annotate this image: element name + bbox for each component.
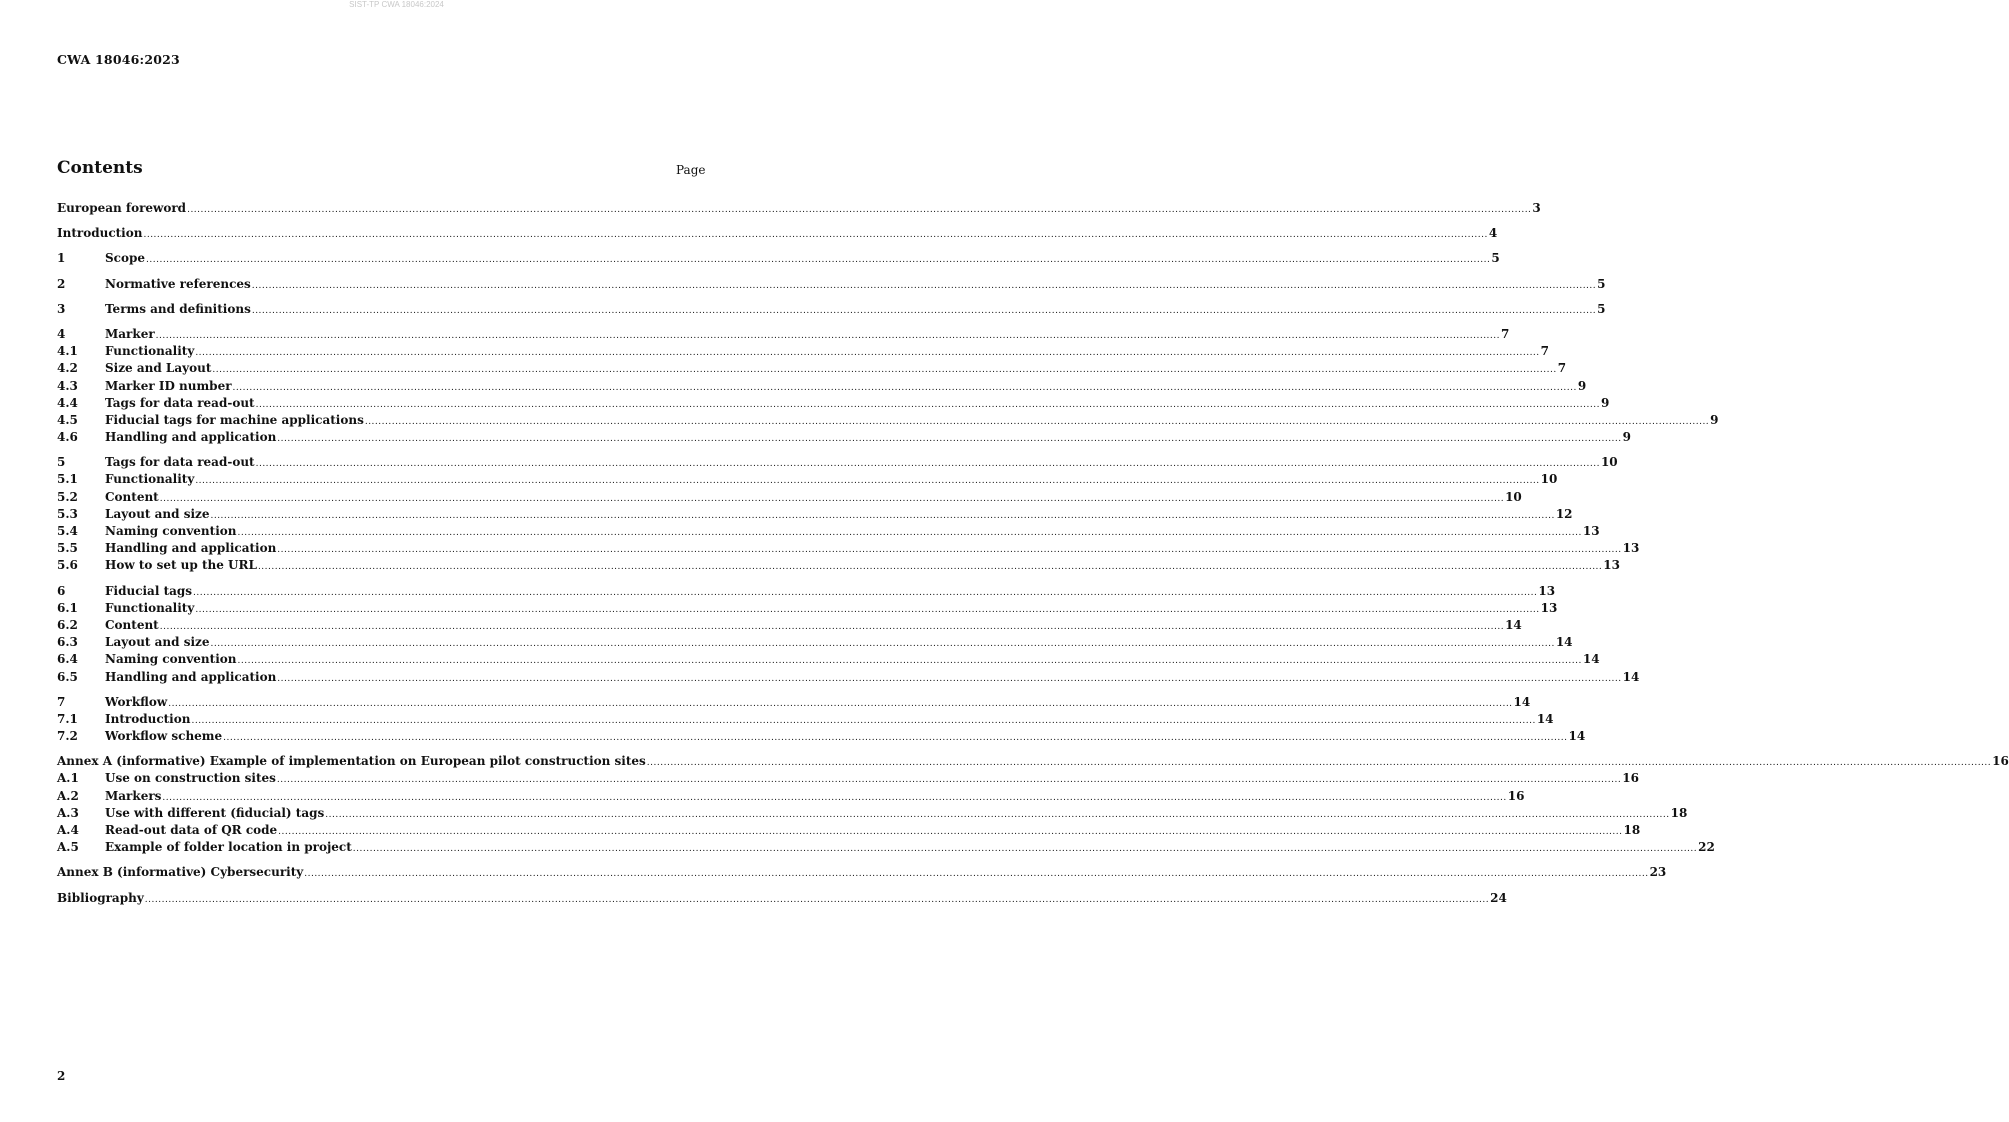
toc-entry[interactable] (57, 890, 1507, 907)
toc-leader-dots: ................................................................................................................................................................................................................................................................................................................................................................................................................ (364, 416, 1710, 427)
toc-entry-page: 9 (1577, 378, 1587, 393)
toc-entry-title: European foreword (57, 201, 187, 215)
toc-entry[interactable] (57, 412, 1719, 429)
toc-entry-page: 5 (1597, 276, 1606, 291)
toc-entry-number: 6.1 (57, 600, 78, 615)
toc-leader-dots: ................................................................................................................................................................................................................................................................................................................................................................................................................ (155, 330, 1500, 341)
toc-entry-title: Annex B (informative) Cybersecurity (57, 865, 304, 880)
toc-entry-number: 2 (57, 276, 66, 291)
toc-entry-number: 1 (57, 251, 66, 266)
toc-leader-dots: ................................................................................................................................................................................................................................................................................................................................................................................................................ (276, 775, 1622, 786)
toc-entry-page: 22 (1698, 840, 1715, 855)
toc-entry-title: Use with different (fiducial) tags (105, 805, 325, 820)
toc-entry-title: Functionality (105, 344, 195, 359)
toc-entry-number: 5.5 (57, 541, 78, 556)
toc-entry[interactable] (57, 489, 1522, 506)
toc-entry-page: 5 (1597, 301, 1606, 316)
toc-entry[interactable] (57, 471, 1558, 488)
toc-leader-dots: ................................................................................................................................................................................................................................................................................................................................................................................................................ (159, 621, 1505, 632)
toc-leader-dots: ................................................................................................................................................................................................................................................................................................................................................................................................................ (255, 459, 1600, 470)
toc-leader-dots: ................................................................................................................................................................................................................................................................................................................................................................................................................ (195, 348, 1540, 359)
toc-entry-page: 13 (1538, 583, 1556, 598)
toc-leader-dots: ................................................................................................................................................................................................................................................................................................................................................................................................................ (278, 827, 1623, 837)
toc-entry-number: 6.5 (57, 669, 78, 684)
toc-entry-page: 13 (1582, 524, 1600, 538)
toc-entry[interactable] (57, 694, 1531, 711)
toc-leader-dots: ................................................................................................................................................................................................................................................................................................................................................................................................................ (168, 698, 1513, 709)
toc-entry-number: 6.4 (57, 652, 78, 667)
toc-entry-page: 16 (1992, 754, 2009, 769)
toc-entry-page: 12 (1555, 506, 1573, 521)
toc-entry-title: How to set up the URL (105, 558, 257, 573)
toc-entry-number: 6 (57, 583, 66, 598)
toc-entry-title: Tags for data read-out (105, 395, 255, 410)
toc-entry-number: 4.1 (57, 344, 78, 359)
toc-entry-title: Normative references (105, 276, 251, 291)
toc-entry[interactable] (57, 600, 1558, 617)
toc-entry[interactable] (57, 557, 1620, 574)
toc-entry-title: Read-out data of QR code (105, 823, 278, 837)
toc-entry-page: 16 (1622, 771, 1639, 786)
toc-entry[interactable] (57, 651, 1600, 668)
toc-entry-page: 14 (1513, 694, 1531, 709)
toc-leader-dots: ................................................................................................................................................................................................................................................................................................................................................................................................................ (277, 673, 1622, 684)
toc-entry-title: Layout and size (105, 506, 210, 521)
toc-leader-dots: ................................................................................................................................................................................................................................................................................................................................................................................................................ (193, 587, 1538, 598)
toc-leader-dots: ................................................................................................................................................................................................................................................................................................................................................................................................................ (325, 809, 1670, 820)
document-id: CWA 18046:2023 (57, 52, 180, 67)
toc-entry[interactable] (57, 583, 1556, 600)
toc-entry-title: Workflow (105, 694, 168, 709)
toc-entry[interactable] (57, 395, 1610, 412)
toc-entry-page: 9 (1600, 395, 1610, 410)
toc-entry[interactable] (57, 540, 1640, 557)
toc-entry-number: 4.3 (57, 378, 78, 393)
toc-leader-dots: ................................................................................................................................................................................................................................................................................................................................................................................................................ (277, 545, 1622, 556)
toc-entry-page: 14 (1555, 635, 1573, 650)
toc-entry-page: 7 (1501, 326, 1510, 341)
toc-entry-page: 13 (1622, 541, 1640, 556)
toc-entry-number: 5.4 (57, 524, 78, 538)
toc-entry-page: 14 (1505, 617, 1522, 632)
toc-entry-page: 9 (1622, 430, 1631, 445)
toc-leader-dots: ................................................................................................................................................................................................................................................................................................................................................................................................................ (210, 639, 1555, 650)
toc-entry[interactable] (57, 864, 1667, 881)
toc-entry-number: 5.1 (57, 472, 78, 487)
toc-leader-dots: ................................................................................................................................................................................................................................................................................................................................................................................................................ (232, 382, 1577, 393)
toc-entry-number: 5 (57, 455, 66, 470)
toc-entry-page: 13 (1603, 558, 1620, 573)
toc-entry[interactable] (57, 343, 1550, 360)
toc-entry[interactable] (57, 770, 1639, 787)
toc-leader-dots: ................................................................................................................................................................................................................................................................................................................................................................................................................ (251, 280, 1597, 291)
toc-entry-page: 16 (1507, 788, 1525, 803)
toc-entry-number: 4.5 (57, 412, 78, 427)
toc-entry-title: Marker ID number (105, 378, 232, 393)
toc-entry-title: Scope (105, 251, 146, 266)
toc-entry-title: Functionality (105, 600, 195, 615)
toc-entry[interactable] (57, 225, 1498, 242)
toc-entry[interactable] (57, 276, 1606, 293)
toc-leader-dots: ................................................................................................................................................................................................................................................................................................................................................................................................................ (191, 715, 1536, 726)
toc-entry-page: 14 (1622, 669, 1640, 684)
toc-entry-title: Handling and application (105, 669, 277, 684)
toc-entry-title: Introduction (105, 711, 191, 726)
toc-entry[interactable] (57, 360, 1567, 377)
toc-entry-number: A.3 (57, 805, 79, 820)
toc-entry-number: 4 (57, 326, 66, 341)
toc-entry[interactable] (57, 378, 1587, 395)
toc-entry[interactable] (57, 728, 1586, 745)
toc-entry-page: 18 (1623, 823, 1641, 837)
toc-entry-page: 14 (1536, 711, 1554, 726)
toc-entry-number: A.1 (57, 771, 79, 786)
toc-entry-title: Markers (105, 788, 162, 803)
toc-entry-title: Example of folder location in project (105, 840, 352, 855)
toc-leader-dots: ................................................................................................................................................................................................................................................................................................................................................................................................................ (146, 255, 1491, 266)
toc-leader-dots: ................................................................................................................................................................................................................................................................................................................................................................................................................ (646, 758, 1992, 769)
toc-entry-number: A.4 (57, 823, 79, 837)
toc-entry[interactable] (57, 326, 1510, 343)
toc-leader-dots: ................................................................................................................................................................................................................................................................................................................................................................................................................ (223, 733, 1568, 744)
toc-leader-dots: ................................................................................................................................................................................................................................................................................................................................................................................................................ (352, 844, 1698, 855)
toc-entry-page: 3 (1532, 201, 1541, 215)
toc-entry[interactable] (57, 788, 1525, 805)
toc-leader-dots: ................................................................................................................................................................................................................................................................................................................................................................................................................ (212, 365, 1557, 376)
toc-entry[interactable] (57, 506, 1573, 523)
toc-entry-title: Marker (105, 326, 155, 341)
toc-entry[interactable] (57, 200, 1541, 217)
toc-entry-number: 3 (57, 301, 66, 316)
toc-entry-number: 6.3 (57, 635, 78, 650)
toc-entry-title: Tags for data read-out (105, 455, 255, 470)
toc-entry-number: 7.1 (57, 711, 78, 726)
toc-entry-title: Handling and application (105, 430, 277, 445)
toc-entry-title: Workflow scheme (105, 729, 223, 744)
toc-entry-page: 14 (1568, 729, 1586, 744)
toc-leader-dots: ................................................................................................................................................................................................................................................................................................................................................................................................................ (237, 528, 1582, 538)
toc-entry-number: 6.2 (57, 617, 78, 632)
toc-entry-page: 7 (1557, 361, 1567, 376)
toc-entry-page: 9 (1710, 412, 1719, 427)
toc-entry-title: Fiducial tags for machine applications (105, 412, 364, 427)
toc-entry[interactable] (57, 669, 1640, 686)
toc-entry-title: Functionality (105, 472, 195, 487)
toc-entry-page: 5 (1491, 251, 1500, 266)
toc-entry-page: 18 (1670, 805, 1688, 820)
toc-entry-page: 14 (1582, 652, 1600, 667)
toc-entry-page: 7 (1540, 344, 1550, 359)
toc-entry[interactable] (57, 839, 1715, 856)
toc-entry-title: Terms and definitions (105, 301, 251, 316)
toc-entry[interactable] (57, 822, 1641, 839)
toc-entry-title: Naming convention (105, 652, 237, 667)
toc-entry-number: 5.6 (57, 558, 78, 573)
toc-entry-number: 5.3 (57, 506, 78, 521)
toc-entry[interactable] (57, 523, 1600, 540)
toc-entry[interactable] (57, 301, 1606, 318)
toc-entry-number: 7.2 (57, 729, 78, 744)
toc-leader-dots: ................................................................................................................................................................................................................................................................................................................................................................................................................ (251, 305, 1597, 316)
toc-entry-page: 10 (1505, 489, 1522, 504)
toc-entry-page: 10 (1540, 472, 1558, 487)
toc-entry-title: Introduction (57, 226, 143, 241)
contents-title: Contents (57, 158, 143, 178)
toc-entry[interactable] (57, 805, 1688, 822)
toc-leader-dots: ................................................................................................................................................................................................................................................................................................................................................................................................................ (257, 562, 1603, 573)
toc-leader-dots: ................................................................................................................................................................................................................................................................................................................................................................................................................ (237, 656, 1582, 667)
toc-entry-number: A.2 (57, 788, 79, 803)
toc-entry-title: Handling and application (105, 541, 277, 556)
toc-leader-dots: ................................................................................................................................................................................................................................................................................................................................................................................................................ (195, 476, 1540, 487)
toc-entry-page: 23 (1649, 865, 1667, 880)
toc-entry-page: 13 (1540, 600, 1558, 615)
toc-entry-title: Content (105, 489, 159, 504)
toc-entry-title: Layout and size (105, 635, 210, 650)
toc-leader-dots: ................................................................................................................................................................................................................................................................................................................................................................................................................ (195, 604, 1540, 615)
toc-entry-page: 4 (1488, 226, 1498, 241)
toc-entry-page: 10 (1600, 455, 1618, 470)
table-of-contents (57, 200, 2009, 907)
toc-entry-title: Naming convention (105, 524, 237, 538)
toc-entry-title: Size and Layout (105, 361, 212, 376)
toc-entry-title: Annex A (informative) Example of implementation on European pilot construction sites (57, 754, 646, 769)
toc-entry-title: Bibliography (57, 890, 144, 905)
toc-leader-dots: ................................................................................................................................................................................................................................................................................................................................................................................................................ (210, 510, 1555, 521)
toc-entry[interactable] (57, 429, 1631, 446)
toc-entry-number: 5.2 (57, 489, 78, 504)
toc-entry[interactable] (57, 753, 2009, 770)
toc-leader-dots: ................................................................................................................................................................................................................................................................................................................................................................................................................ (277, 434, 1622, 445)
toc-leader-dots: ................................................................................................................................................................................................................................................................................................................................................................................................................ (144, 894, 1490, 905)
toc-leader-dots: ................................................................................................................................................................................................................................................................................................................................................................................................................ (187, 205, 1532, 215)
page-column-label: Page (676, 163, 706, 177)
toc-leader-dots: ................................................................................................................................................................................................................................................................................................................................................................................................................ (143, 230, 1488, 241)
toc-entry-number: 4.2 (57, 361, 78, 376)
page-number: 2 (57, 1069, 66, 1083)
toc-entry-number: 4.4 (57, 395, 78, 410)
toc-entry[interactable] (57, 250, 1500, 267)
toc-entry-number: 4.6 (57, 430, 78, 445)
toc-leader-dots: ................................................................................................................................................................................................................................................................................................................................................................................................................ (255, 399, 1600, 410)
toc-entry[interactable] (57, 617, 1522, 634)
toc-entry-number: A.5 (57, 840, 79, 855)
toc-entry[interactable] (57, 454, 1618, 471)
toc-leader-dots: ................................................................................................................................................................................................................................................................................................................................................................................................................ (304, 869, 1649, 880)
toc-entry[interactable] (57, 711, 1554, 728)
toc-leader-dots: ................................................................................................................................................................................................................................................................................................................................................................................................................ (159, 493, 1505, 504)
toc-leader-dots: ................................................................................................................................................................................................................................................................................................................................................................................................................ (162, 792, 1507, 803)
toc-entry-title: Content (105, 617, 159, 632)
toc-entry-page: 24 (1490, 890, 1507, 905)
toc-entry-title: Fiducial tags (105, 583, 193, 598)
toc-entry[interactable] (57, 634, 1573, 651)
watermark: SIST-TP CWA 18046:2024 (349, 0, 444, 9)
toc-entry-number: 7 (57, 694, 66, 709)
toc-entry-title: Use on construction sites (105, 771, 276, 786)
